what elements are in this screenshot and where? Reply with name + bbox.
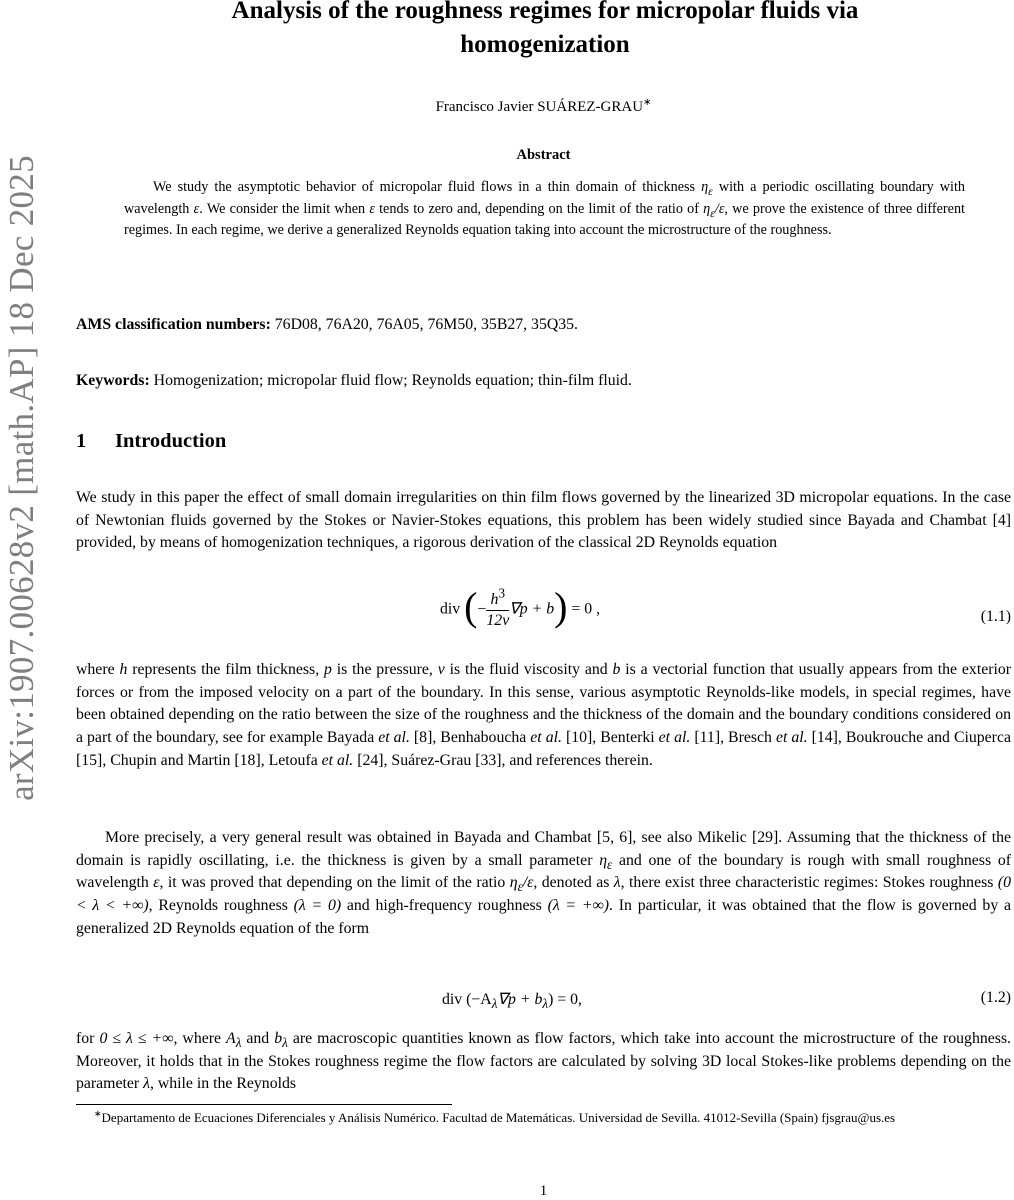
math-b: b (274, 1030, 283, 1047)
eq2-sub-lambda: λ (542, 996, 549, 1012)
math-eta: η (509, 874, 518, 892)
text-seg: where (76, 661, 120, 678)
math-eta: η (703, 200, 711, 217)
intro-paragraph-2 (76, 659, 1011, 773)
abstract-segment: tends to zero and, depending on the limit of the ratio of (374, 200, 704, 217)
math-eps: ε (369, 200, 375, 217)
math-eta: η (701, 179, 709, 195)
math-lambda: λ (143, 1075, 150, 1093)
eq2-part-a: div (−A (442, 991, 492, 1008)
eq-left-paren: ( (464, 584, 478, 629)
abstract-segment: with a periodic oscillating boundary with wavelength (124, 179, 965, 217)
page-number: 1 (539, 1183, 548, 1199)
et-al: et al. (658, 729, 691, 747)
text-seg: represents the film thickness, (127, 661, 325, 678)
eq-fraction (486, 585, 510, 630)
arxiv-identifier-sidebar (0, 0, 44, 1200)
text-seg: More precisely, a very general result was obtained in Bayada and Chambat [5, 6], see also Mikelic [29]. Assuming that the thickness of the domain is rapidly oscillating, i.e. the thickness is given by a small parameter (76, 829, 1011, 869)
math-eps: ε (193, 200, 200, 217)
text-seg: for (76, 1030, 100, 1047)
footnote (76, 1108, 1011, 1127)
math-range: 0 ≤ λ ≤ +∞ (99, 1030, 174, 1047)
text-seg: , where (173, 1030, 227, 1047)
ams-value: 76D08, 76A20, 76A05, 76M50, 35B27, 35Q35. (274, 316, 578, 333)
text-seg: [8], Benhaboucha (409, 729, 531, 747)
text-seg: , denoted as (533, 874, 614, 892)
eq-exp: 3 (498, 585, 506, 601)
text-seg: , there exist three characteristic regimes: Stokes roughness (620, 874, 998, 892)
text-seg: [14], Boukrouche and Ciuperca [15], Chupin and Martin [18], Letoufa (76, 729, 1011, 769)
text-seg: and (241, 1030, 275, 1047)
math-eps: ε (153, 874, 160, 892)
eq2-sub-lambda: λ (491, 996, 498, 1012)
text-seg: [11], Bresch (690, 729, 776, 747)
author-footnote-mark: ∗ (643, 97, 652, 108)
math-eta: η (599, 851, 608, 869)
text-seg: is a vectorial function that usually appears from the exterior forces or from the imposed velocity on a part of the boundary. In this sense, various asymptotic Reynolds-like models, in special regimes, have been obtained depending on the ratio between the size of the roughness and the thickness of the domain and the boundary conditions considered on a part of the boundary, see for example Bayada (76, 661, 1012, 747)
eq-tail: = 0 , (571, 600, 601, 618)
abstract-heading: Abstract (516, 147, 571, 163)
author-name: Francisco Javier SUÁREZ-GRAU (435, 99, 644, 115)
math-over-eps: /ε (522, 874, 534, 892)
equation-1-1-body (440, 584, 601, 630)
regime-reynolds: (λ = 0) (293, 897, 342, 915)
text-seg: and one of the boundary is rough with small roughness of wavelength (76, 851, 1011, 892)
intro-paragraph-1: We study in this paper the effect of small domain irregularities on thin film flows governed by the linearized 3D micropolar equations. In the case of Newtonian fluids governed by the Stokes or Navier-Stokes equations, this problem has been widely studied since Bayada and Chambat [4] provided, by means of homogenization techniques, a rigorous derivation of the classical 2D Reynolds equation (76, 489, 1011, 552)
math-eps-sub: ε (517, 879, 523, 895)
math-lambda: λ (613, 874, 621, 892)
equation-1-2-body (442, 989, 582, 1012)
abstract-segment: We study the asymptotic behavior of micropolar fluid flows in a thin domain of thickness (153, 179, 702, 195)
intro-paragraph-4 (76, 1028, 1011, 1096)
section-number: 1 (76, 430, 87, 452)
abstract-segment: , we prove the existence of three different regimes. In each regime, we derive a generalized Reynolds equation taking into account the microstructure of the roughness. (124, 200, 965, 238)
equation-number-1-2: (1.2) (980, 989, 1011, 1006)
equation-1-2 (76, 989, 1011, 1013)
eq2-part-b: ∇p + b (497, 991, 543, 1008)
keywords-label: Keywords: (76, 372, 150, 389)
paper-title (120, 0, 970, 62)
et-al: et al. (378, 729, 410, 747)
regime-high-frequency: (λ = +∞) (547, 897, 610, 915)
eq2-part-c: ) = 0, (548, 991, 582, 1008)
math-b: b (612, 661, 621, 678)
text-seg: is the fluid viscosity and (444, 661, 613, 678)
text-seg: , it was proved that depending on the limit of the ratio (159, 874, 510, 892)
math-eps-sub: ε (708, 183, 713, 198)
author-line (76, 99, 1011, 116)
keywords-value: Homogenization; micropolar fluid flow; Reynolds equation; thin-film fluid. (153, 372, 632, 389)
footnote-mark: ∗ (94, 1108, 102, 1119)
math-eps-sub: ε (710, 205, 715, 220)
arxiv-id-text: arXiv:1907.00628v2 [math.AP] 18 Dec 2025 (2, 155, 41, 801)
text-seg: , while in the Reynolds (149, 1075, 297, 1093)
et-al: et al. (530, 729, 562, 747)
math-over-eps: /ε (714, 200, 725, 217)
ams-label: AMS classification numbers: (76, 316, 271, 333)
abstract-segment: . We consider the limit when (199, 200, 370, 217)
math-lambda-sub: λ (235, 1035, 242, 1051)
text-seg: , Reynolds roughness (148, 897, 294, 915)
ams-classification (76, 314, 1011, 337)
section-heading (76, 430, 226, 453)
eq-h: h (490, 590, 499, 608)
equation-1-1 (76, 584, 1011, 646)
section-title: Introduction (115, 430, 227, 452)
et-al: et al. (321, 751, 354, 769)
intro-paragraph-3 (76, 827, 1011, 941)
eq-right-paren: ) (554, 584, 568, 629)
math-lambda-sub: λ (282, 1035, 288, 1051)
math-eps-sub: ε (607, 856, 613, 872)
eq-rest: ∇p + b (509, 600, 555, 618)
text-seg: and high-frequency roughness (341, 897, 548, 915)
text-seg: [24], Suárez-Grau [33], and references therein. (353, 751, 653, 769)
regime-stokes: (0 < λ < +∞) (76, 874, 1011, 915)
et-al: et al. (775, 729, 808, 747)
title-line-1: Analysis of the roughness regimes for micropolar fluids via (231, 0, 859, 24)
eq-numerator (486, 585, 509, 611)
math-h: h (119, 661, 128, 678)
text-seg: . In particular, it was obtained that the flow is governed by a generalized 2D Reynolds equation of the form (76, 897, 1011, 937)
math-A: A (226, 1030, 236, 1047)
footnote-text: Departamento de Ecuaciones Diferenciales y Análisis Numérico. Facultad de Matemáticas. Universidad de Sevilla. 41012-Sevilla (Spain) fjsgrau@us.es (101, 1110, 896, 1125)
keywords (76, 370, 1011, 393)
text-seg: are macroscopic quantities known as flow factors, which take into account the microstructure of the roughness. Moreover, it holds that in the Stokes roughness regime the flow factors are calculated by solving 3D local Stokes-like problems depending on the parameter (76, 1030, 1011, 1093)
math-nu: ν (437, 661, 445, 678)
text-seg: [10], Benterki (561, 729, 659, 747)
footnote-rule (76, 1104, 452, 1105)
title-line-2: homogenization (460, 31, 630, 58)
abstract-text (124, 177, 965, 242)
eq-minus: − (477, 600, 487, 618)
equation-number-1-1: (1.1) (980, 608, 1011, 625)
eq-div: div (440, 600, 461, 618)
math-p: p (324, 661, 332, 678)
eq-den-text: 12ν (486, 611, 510, 629)
text-seg: is the pressure, (331, 661, 438, 678)
eq-denominator (486, 611, 509, 630)
